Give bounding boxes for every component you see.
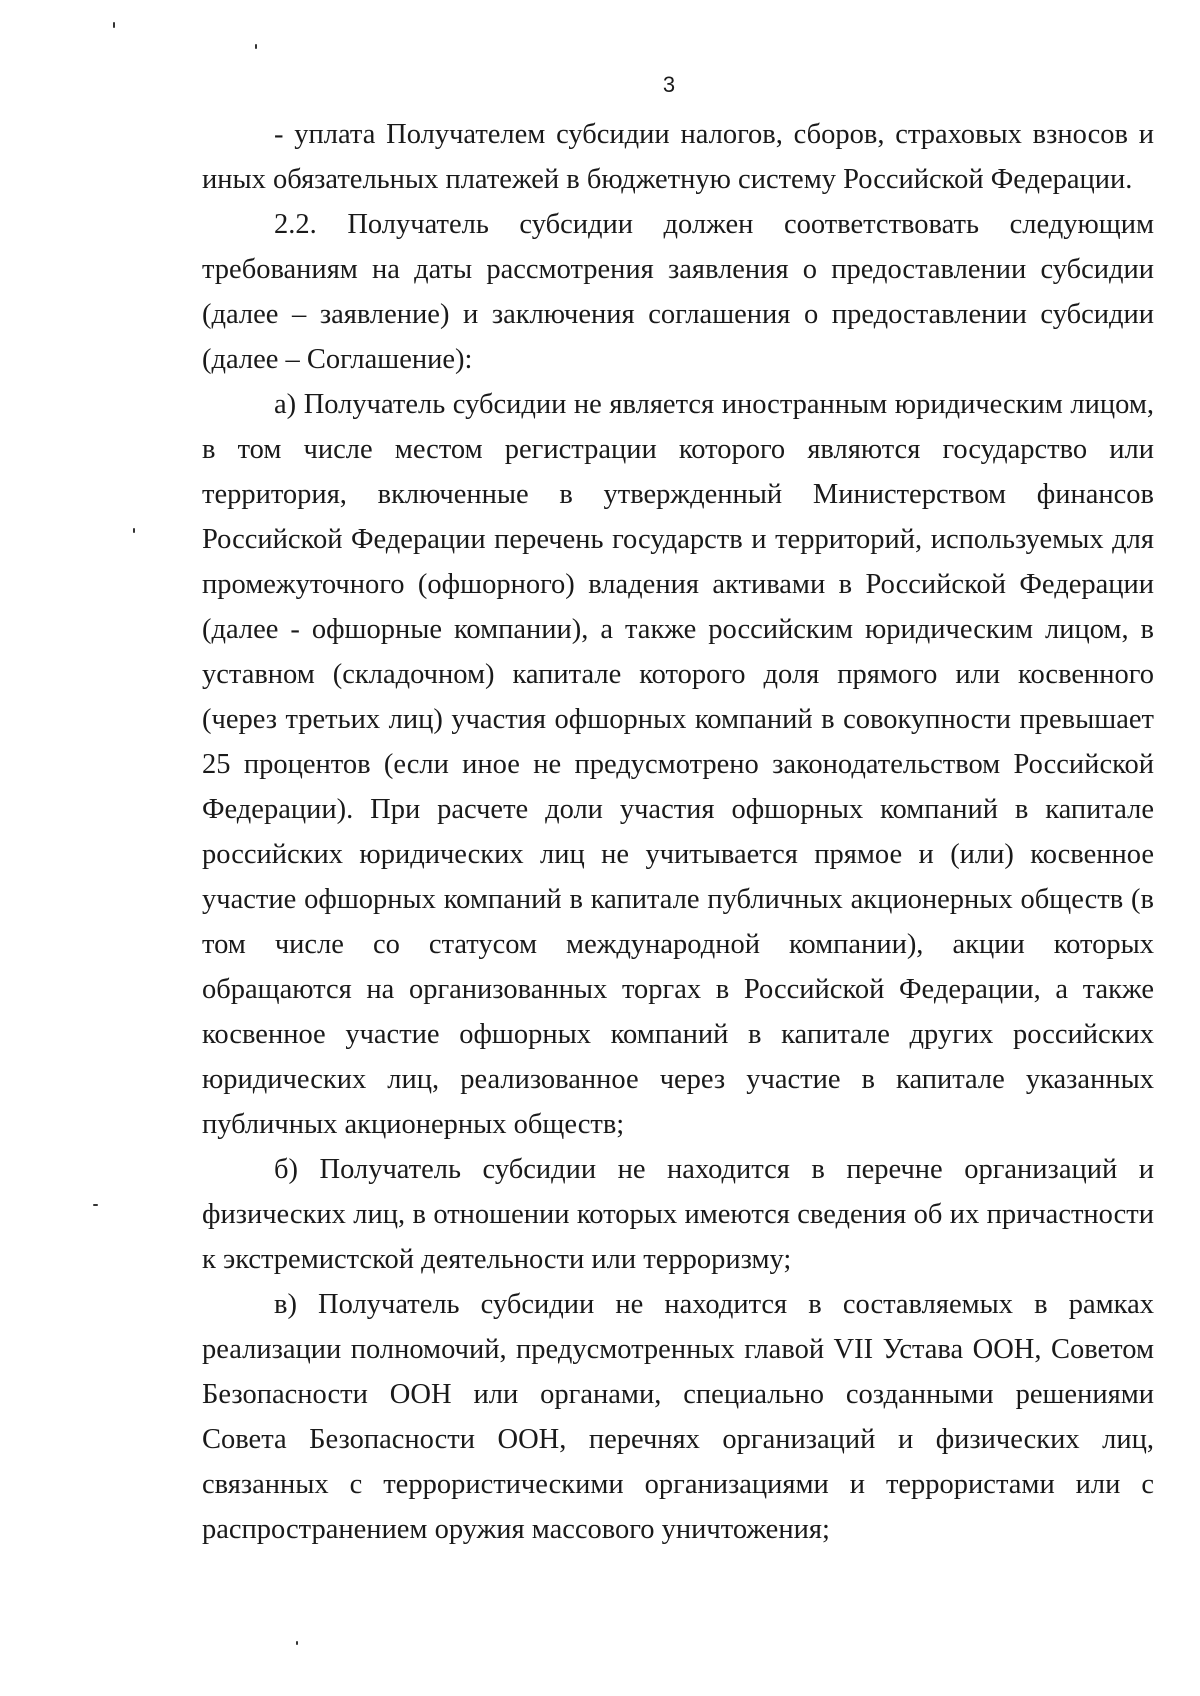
scan-speck [255, 44, 257, 49]
document-body [202, 112, 1154, 1552]
paragraph-a-offshore: а) Получатель субсидии не является иностранным юридическим лицом, в том числе местом регистрации которого являются государство или территория, включенные в утвержденный Министерством финансов Российской Федерации перечень государств и территорий, используемых для промежуточного (офшорного) владения активами в Российской Федерации (далее - офшорные компании), а также российским юридическим лицом, в уставном (складочном) капитале которого доля прямого или косвенного (через третьих лиц) участия офшорных компаний в совокупности превышает 25 процентов (если иное не предусмотрено законодательством Российской Федерации). При расчете доли участия офшорных компаний в капитале российских юридических лиц не учитывается прямое и (или) косвенное участие офшорных компаний в капитале публичных акционерных обществ (в том числе со статусом международной компании), акции которых обращаются на организованных торгах в Российской Федерации, а также косвенное участие офшорных компаний в капитале других российских юридических лиц, реализованное через участие в капитале указанных публичных акционерных обществ; [202, 389, 1154, 1140]
scan-speck [133, 528, 135, 533]
page-number: 3 [662, 72, 676, 97]
scan-speck [113, 22, 115, 28]
paragraph-tax-payment: - уплата Получателем субсидии налогов, сборов, страховых взносов и иных обязательных платежей в бюджетную систему Российской Федерации. [202, 119, 1154, 195]
paragraph-v-un-lists: в) Получатель субсидии не находится в составляемых в рамках реализации полномочий, предусмотренных главой VII Устава ООН, Советом Безопасности ООН или органами, специально созданными решениями Совета Безопасности ООН, перечнях организаций и физических лиц, связанных с террористическими организациями и террористами или с распространением оружия массового уничтожения; [202, 1289, 1154, 1545]
scan-speck [296, 1641, 298, 1645]
paragraph-b-extremism: б) Получатель субсидии не находится в перечне организаций и физических лиц, в отношении которых имеются сведения об их причастности к экстремистской деятельности или терроризму; [202, 1154, 1154, 1275]
paragraph-2-2-requirements: 2.2. Получатель субсидии должен соответствовать следующим требованиям на даты рассмотрения заявления о предоставлении субсидии (далее – заявление) и заключения соглашения о предоставлении субсидии (далее – Соглашение): [202, 209, 1154, 375]
scan-speck [93, 1204, 98, 1206]
